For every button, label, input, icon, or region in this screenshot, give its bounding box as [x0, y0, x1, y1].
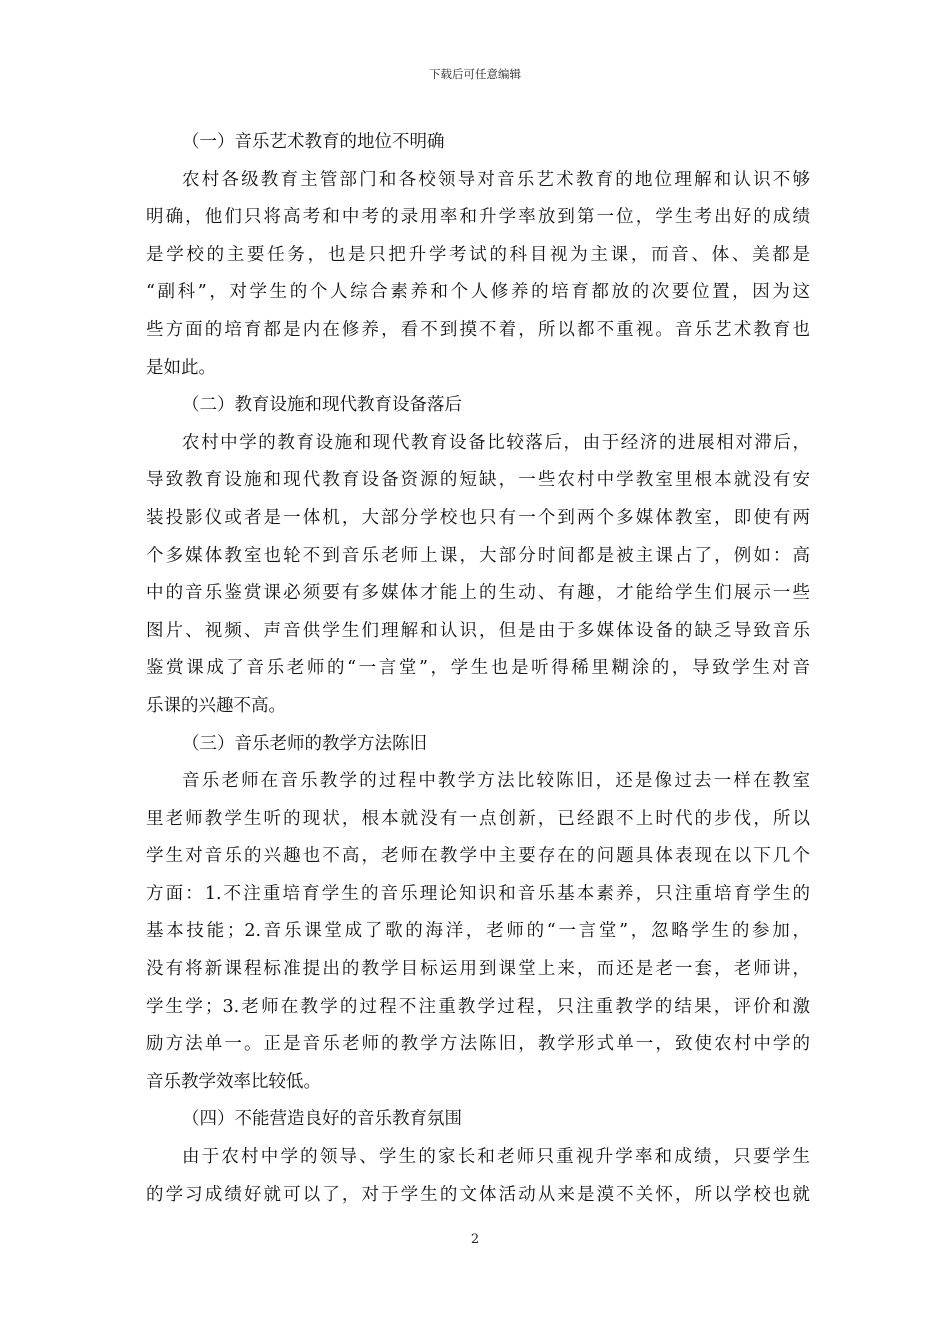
paragraph-line: 导致教育设施和现代教育设备资源的短缺，一些农村中学教室里根本就没有安 [146, 470, 810, 491]
document-body [146, 124, 810, 1214]
paragraph-line: 些方面的培育都是内在修养，看不到摸不着，所以都不重视。音乐艺术教育也 [146, 319, 810, 340]
paragraph-line: 图片、视频、声音供学生们理解和认识，但是由于多媒体设备的缺乏导致音乐 [146, 620, 810, 641]
section-heading: （二）教育设施和现代教育设备落后 [182, 395, 462, 416]
paragraph-line: 励方法单一。正是音乐老师的教学方法陈旧，教学形式单一，致使农村中学的 [146, 1034, 810, 1055]
paragraph-line: 基本技能；2.音乐课堂成了歌的海洋，老师的“一言堂”，忽略学生的参加， [146, 921, 810, 942]
paragraph-line: 农村各级教育主管部门和各校领导对音乐艺术教育的地位理解和认识不够 [182, 169, 810, 190]
paragraph-line: 音乐教学效率比较低。 [146, 1071, 321, 1092]
paragraph-line: 的学习成绩好就可以了，对于学生的文体活动从来是漠不关怀，所以学校也就 [146, 1184, 810, 1205]
paragraph-line: 是如此。 [146, 357, 216, 378]
paragraph-line: 方面：1.不注重培育学生的音乐理论知识和音乐基本素养，只注重培育学生的 [146, 883, 810, 904]
paragraph-line: 音乐老师在音乐教学的过程中教学方法比较陈旧，还是像过去一样在教室 [182, 771, 810, 792]
paragraph-line: 农村中学的教育设施和现代教育设备比较落后，由于经济的进展相对滞后， [182, 432, 810, 453]
page-header: 下载后可任意编辑 [429, 67, 521, 81]
paragraph-line: 学生对音乐的兴趣也不高，老师在教学中主要存在的问题具体表现在以下几个 [146, 846, 810, 867]
paragraph-line: 个多媒体教室也轮不到音乐老师上课，大部分时间都是被主课占了，例如：高 [146, 545, 810, 566]
page-number: 2 [470, 1232, 480, 1247]
paragraph-line: “副科”，对学生的个人综合素养和个人修养的培育都放的次要位置，因为这 [146, 282, 810, 303]
paragraph-line: 明确，他们只将高考和中考的录用率和升学率放到第一位，学生考出好的成绩 [146, 207, 810, 228]
paragraph-line: 没有将新课程标准提出的教学目标运用到课堂上来，而还是老一套，老师讲， [146, 959, 810, 980]
paragraph-line: 鉴赏课成了音乐老师的“一言堂”，学生也是听得稀里糊涂的，导致学生对音 [146, 658, 810, 679]
paragraph-line: 里老师教学生听的现状，根本就没有一点创新，已经跟不上时代的步伐，所以 [146, 808, 810, 829]
paragraph-line: 装投影仪或者是一体机，大部分学校也只有一个到两个多媒体教室，即使有两 [146, 507, 810, 528]
paragraph-line: 乐课的兴趣不高。 [146, 695, 286, 716]
paragraph-line: 中的音乐鉴赏课必须要有多媒体才能上的生动、有趣，才能给学生们展示一些 [146, 583, 810, 604]
section-heading: （三）音乐老师的教学方法陈旧 [182, 733, 427, 754]
paragraph-line: 是学校的主要任务，也是只把升学考试的科目视为主课，而音、体、美都是 [146, 244, 810, 265]
section-heading: （一）音乐艺术教育的地位不明确 [182, 132, 445, 152]
paragraph-line: 学生学；3.老师在教学的过程不注重教学过程，只注重教学的结果，评价和激 [146, 996, 810, 1017]
paragraph-line: 由于农村中学的领导、学生的家长和老师只重视升学率和成绩，只要学生 [182, 1147, 810, 1168]
section-heading: （四）不能营造良好的音乐教育氛围 [182, 1109, 462, 1130]
